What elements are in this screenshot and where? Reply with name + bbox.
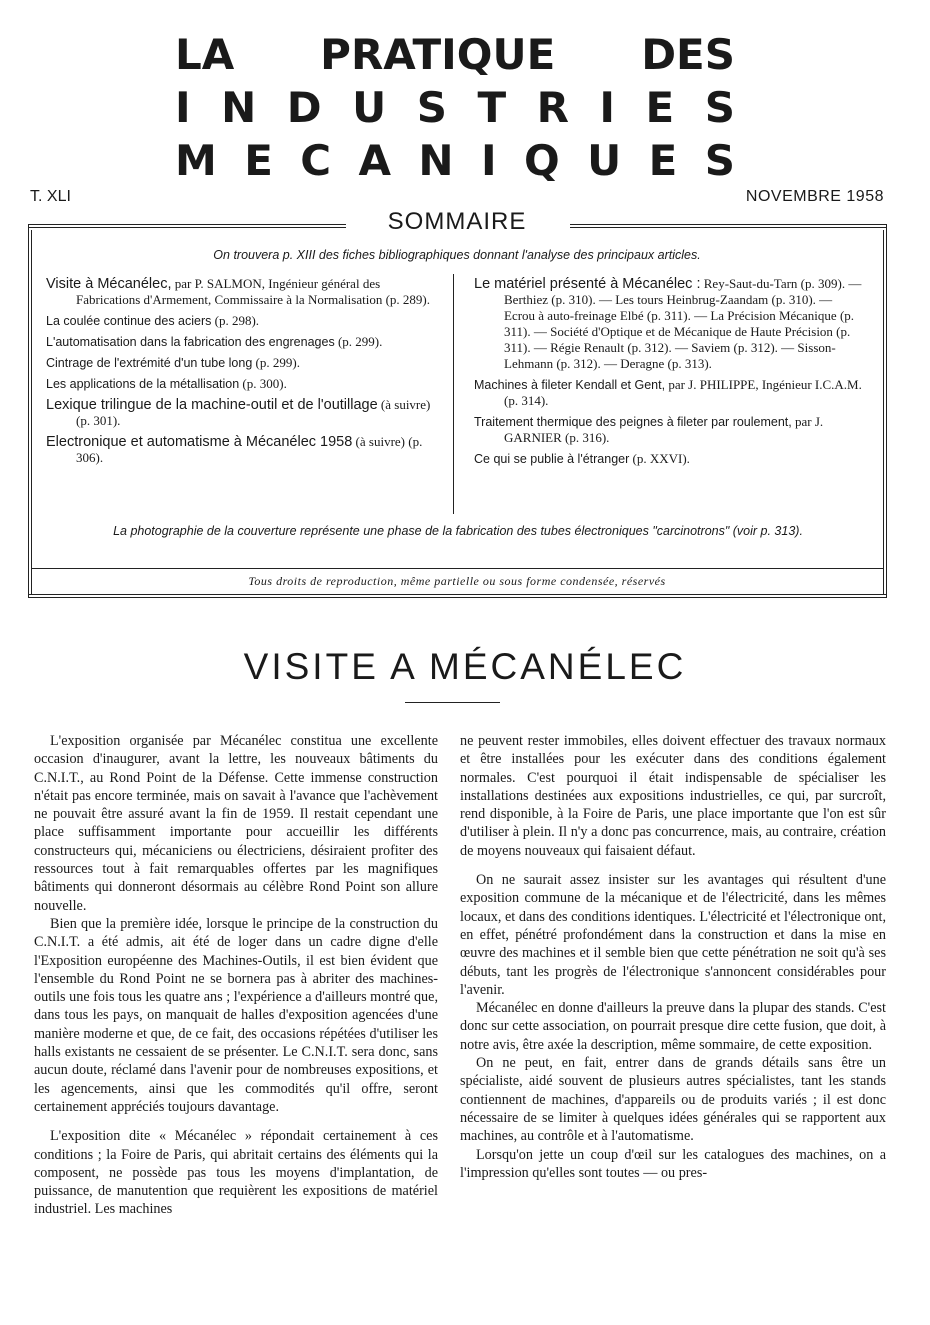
masthead-letter: A — [358, 136, 392, 185]
masthead-line-2 — [175, 81, 735, 134]
sommaire-entry: Visite à Mécanélec, par P. SALMON, Ingénieur général des Fabrications d'Armement, Commissaire à la Normalisation (p. 289). — [46, 276, 430, 307]
sommaire-entry: Traitement thermique des peignes à fileter par roulement, par J. GARNIER (p. 316). — [474, 414, 824, 445]
box-left-border — [28, 224, 29, 598]
masthead-letter: C — [300, 136, 332, 185]
sommaire-entry: L'automatisation dans la fabrication des engrenages (p. 299). — [46, 334, 383, 349]
sommaire-title: SOMMAIRE — [387, 208, 527, 235]
sommaire-entry: La coulée continue des aciers (p. 298). — [46, 313, 260, 328]
sommaire-entry: Cintrage de l'extrémité d'un tube long (p. 299). — [46, 355, 300, 370]
volume-number: T. XLI — [30, 188, 71, 205]
masthead-letter: U — [352, 83, 387, 132]
article-paragraph: On ne saurait assez insister sur les avantages qui résultent d'une exposition commune de la mécanique et de l'électricité, dans les mêmes locaux, et dans des conditions identiques. L'électricité et l'électronique ont, en effet, pénétré profondément dans la construction et dans la mise en œuvre des machines et il semble bien que cette pénétration ne soit qu'à ses débuts, tant les progrès de l'électronique s'annoncent considérables pour l'avenir. — [460, 872, 886, 998]
article-title: VISITE A MÉCANÉLEC — [243, 646, 687, 687]
cover-caption: La photographie de la couverture représente une phase de la fabrication des tubes électroniques "carcinotrons" (voir p. 313). — [113, 524, 803, 538]
article-paragraph: Lorsqu'on jette un coup d'œil sur les catalogues des machines, on a l'impression qu'elles sont toutes — ou pres- — [460, 1146, 886, 1181]
box-right-border-inner — [883, 230, 884, 594]
article-paragraph: ne peuvent rester immobiles, elles doivent effectuer des travaux normaux et être installées pour les exécuter dans des conditions également normales. C'est pourquoi il était indispensable de spécialiser les installations destinées aux expositions industrielles, ce qui, par surcroît, rend disponible, à la Foire de Paris, une place importante que l'on est sûr d'utiliser à plein. Il n'y a donc pas concurrence, mais, au contraire, création de moyens nouveaux qui faisaient défaut. — [460, 733, 886, 859]
sommaire-entry: Les applications de la métallisation (p. 300). — [46, 376, 287, 391]
masthead-letter: U — [587, 136, 622, 185]
title-underline — [405, 702, 500, 703]
masthead-letter: I — [480, 136, 497, 185]
sommaire-intro: On trouvera p. XIII des fiches bibliographiques donnant l'analyse des principaux articles. — [213, 248, 701, 262]
article-paragraph: Mécanélec en donne d'ailleurs la preuve dans la plupar des stands. C'est donc sur cette association, on pourrait presque dire cette fusion, que doit, à notre avis, être axée la description, même sommaire, de cette exposition. — [460, 1000, 886, 1053]
box-right-border — [886, 224, 887, 598]
masthead-letter: N — [221, 83, 257, 132]
masthead-letter: E — [244, 136, 273, 185]
article-paragraph: L'exposition dite « Mécanélec » répondait certainement à ces conditions ; la Foire de Paris, qui abritait certains des éléments qui la composent, ne possède pas tous les moyens d'implantation, de puissance, de manutention que requièrent les expositions de matériel industriel. Les machines — [34, 1128, 438, 1218]
issue-date: NOVEMBRE 1958 — [745, 188, 884, 205]
article-paragraph: L'exposition organisée par Mécanélec constitua une excellente occasion d'inaugurer, avant la lettre, les nouveaux bâtiments du C.N.I.T., au Rond Point de la Défense. Cette immense construction n'était pas encore terminée, mais on savait à l'avance que l'achèvement ne pouvait être assuré avant la fin de 1959. Il restait cependant une place suffisamment importante pour accueillir les différents constructeurs qui, mécaniciens ou électriciens, désiraient profiter des ressources tout à fait remarquables offertes par les magnifiques bâtiments qui donneront désormais au célèbre Rond Point son allure nouvelle. — [34, 733, 438, 914]
article-right-column — [460, 732, 886, 1182]
rights-notice: Tous droits de reproduction, même partielle ou sous forme condensée, réservés — [248, 574, 666, 588]
sommaire-left-column — [46, 276, 436, 471]
masthead-letter: I — [599, 83, 616, 132]
sommaire-entry: Le matériel présenté à Mécanélec : Rey-Saut-du-Tarn (p. 309). — Berthiez (p. 310). — Les tours Heinbrug-Zaandam (p. 310). — Ecrou à auto-freinage Elbé (p. 311). — La Précision Mécanique (p. 311). — Société d'Optique et de Mécanique de Haute Précision (p. 311). — Régie Renault (p. 312). — Saviem (p. 312). — Sisson-Lehmann (p. 312). — Deragne (p. 313). — [474, 276, 862, 371]
masthead-line-3 — [175, 134, 735, 187]
masthead-letter: T — [477, 83, 507, 132]
sommaire-entry: Machines à fileter Kendall et Gent, par J. PHILIPPE, Ingénieur I.C.A.M. (p. 314). — [474, 377, 862, 408]
box-left-border-inner — [31, 230, 32, 594]
masthead-letter: R — [536, 83, 569, 132]
masthead-letter: Q — [523, 136, 560, 185]
masthead-letter: I — [175, 83, 191, 132]
bottom-rule — [28, 594, 886, 598]
masthead-word: PRATIQUE — [320, 30, 556, 79]
masthead-line-1 — [175, 28, 735, 81]
masthead — [175, 28, 735, 187]
masthead-letter: S — [416, 83, 447, 132]
masthead-word: DES — [641, 30, 735, 79]
masthead-letter: E — [645, 83, 675, 132]
column-divider — [453, 274, 454, 514]
masthead-letter: N — [418, 136, 454, 185]
masthead-letter: E — [648, 136, 678, 185]
masthead-letter: D — [286, 83, 322, 132]
sommaire-entry: Ce qui se publie à l'étranger (p. XXVI). — [474, 451, 690, 466]
sommaire-entry: Electronique et automatisme à Mécanélec 1958 (à suivre) (p. 306). — [46, 434, 423, 465]
sommaire-right-column — [474, 276, 866, 472]
masthead-letter: S — [704, 83, 735, 132]
masthead-letter: S — [704, 136, 735, 185]
article-paragraph: On ne peut, en fait, entrer dans de grands détails sans être un spécialiste, aidé souvent de plusieurs autres spécialistes, tant les stands contiennent de machines, d'appareils ou de produits variés ; il est donc nécessaire de se limiter à quelques idées générales qui se rapportent aux machines, au contrôle et à l'automatisme. — [460, 1055, 886, 1145]
masthead-word: LA — [175, 30, 235, 79]
article-paragraph: Bien que la première idée, lorsque le principe de la construction du C.N.I.T. a été admis, ait été de loger dans un cadre digne d'elle l'Exposition européenne des Machines-Outils, il est bien évident que l'ensemble du Rond Point ne se bornera pas à abriter des machines-outils une fois tous les quatre ans ; l'expérience a d'ailleurs montré que, dans tous les pays, on manquait de halles d'exposition agencées d'une manière moderne et que, de ce fait, des occasions répétées d'utiliser les halls existants ne cessaient de se présenter. Le C.N.I.T. sera donc, sans aucun doute, réclamé dans l'avenir pour de nombreuses expositions, et les agencements, ainsi que les commodités qu'il offre, seront certainement appréciés toujours davantage. — [34, 915, 438, 1115]
masthead-letter: M — [175, 136, 217, 185]
rights-rule — [31, 568, 883, 569]
sommaire-entry: Lexique trilingue de la machine-outil et de l'outillage (à suivre) (p. 301). — [46, 397, 431, 428]
sommaire-box — [28, 208, 886, 598]
article-left-column — [34, 732, 438, 1219]
